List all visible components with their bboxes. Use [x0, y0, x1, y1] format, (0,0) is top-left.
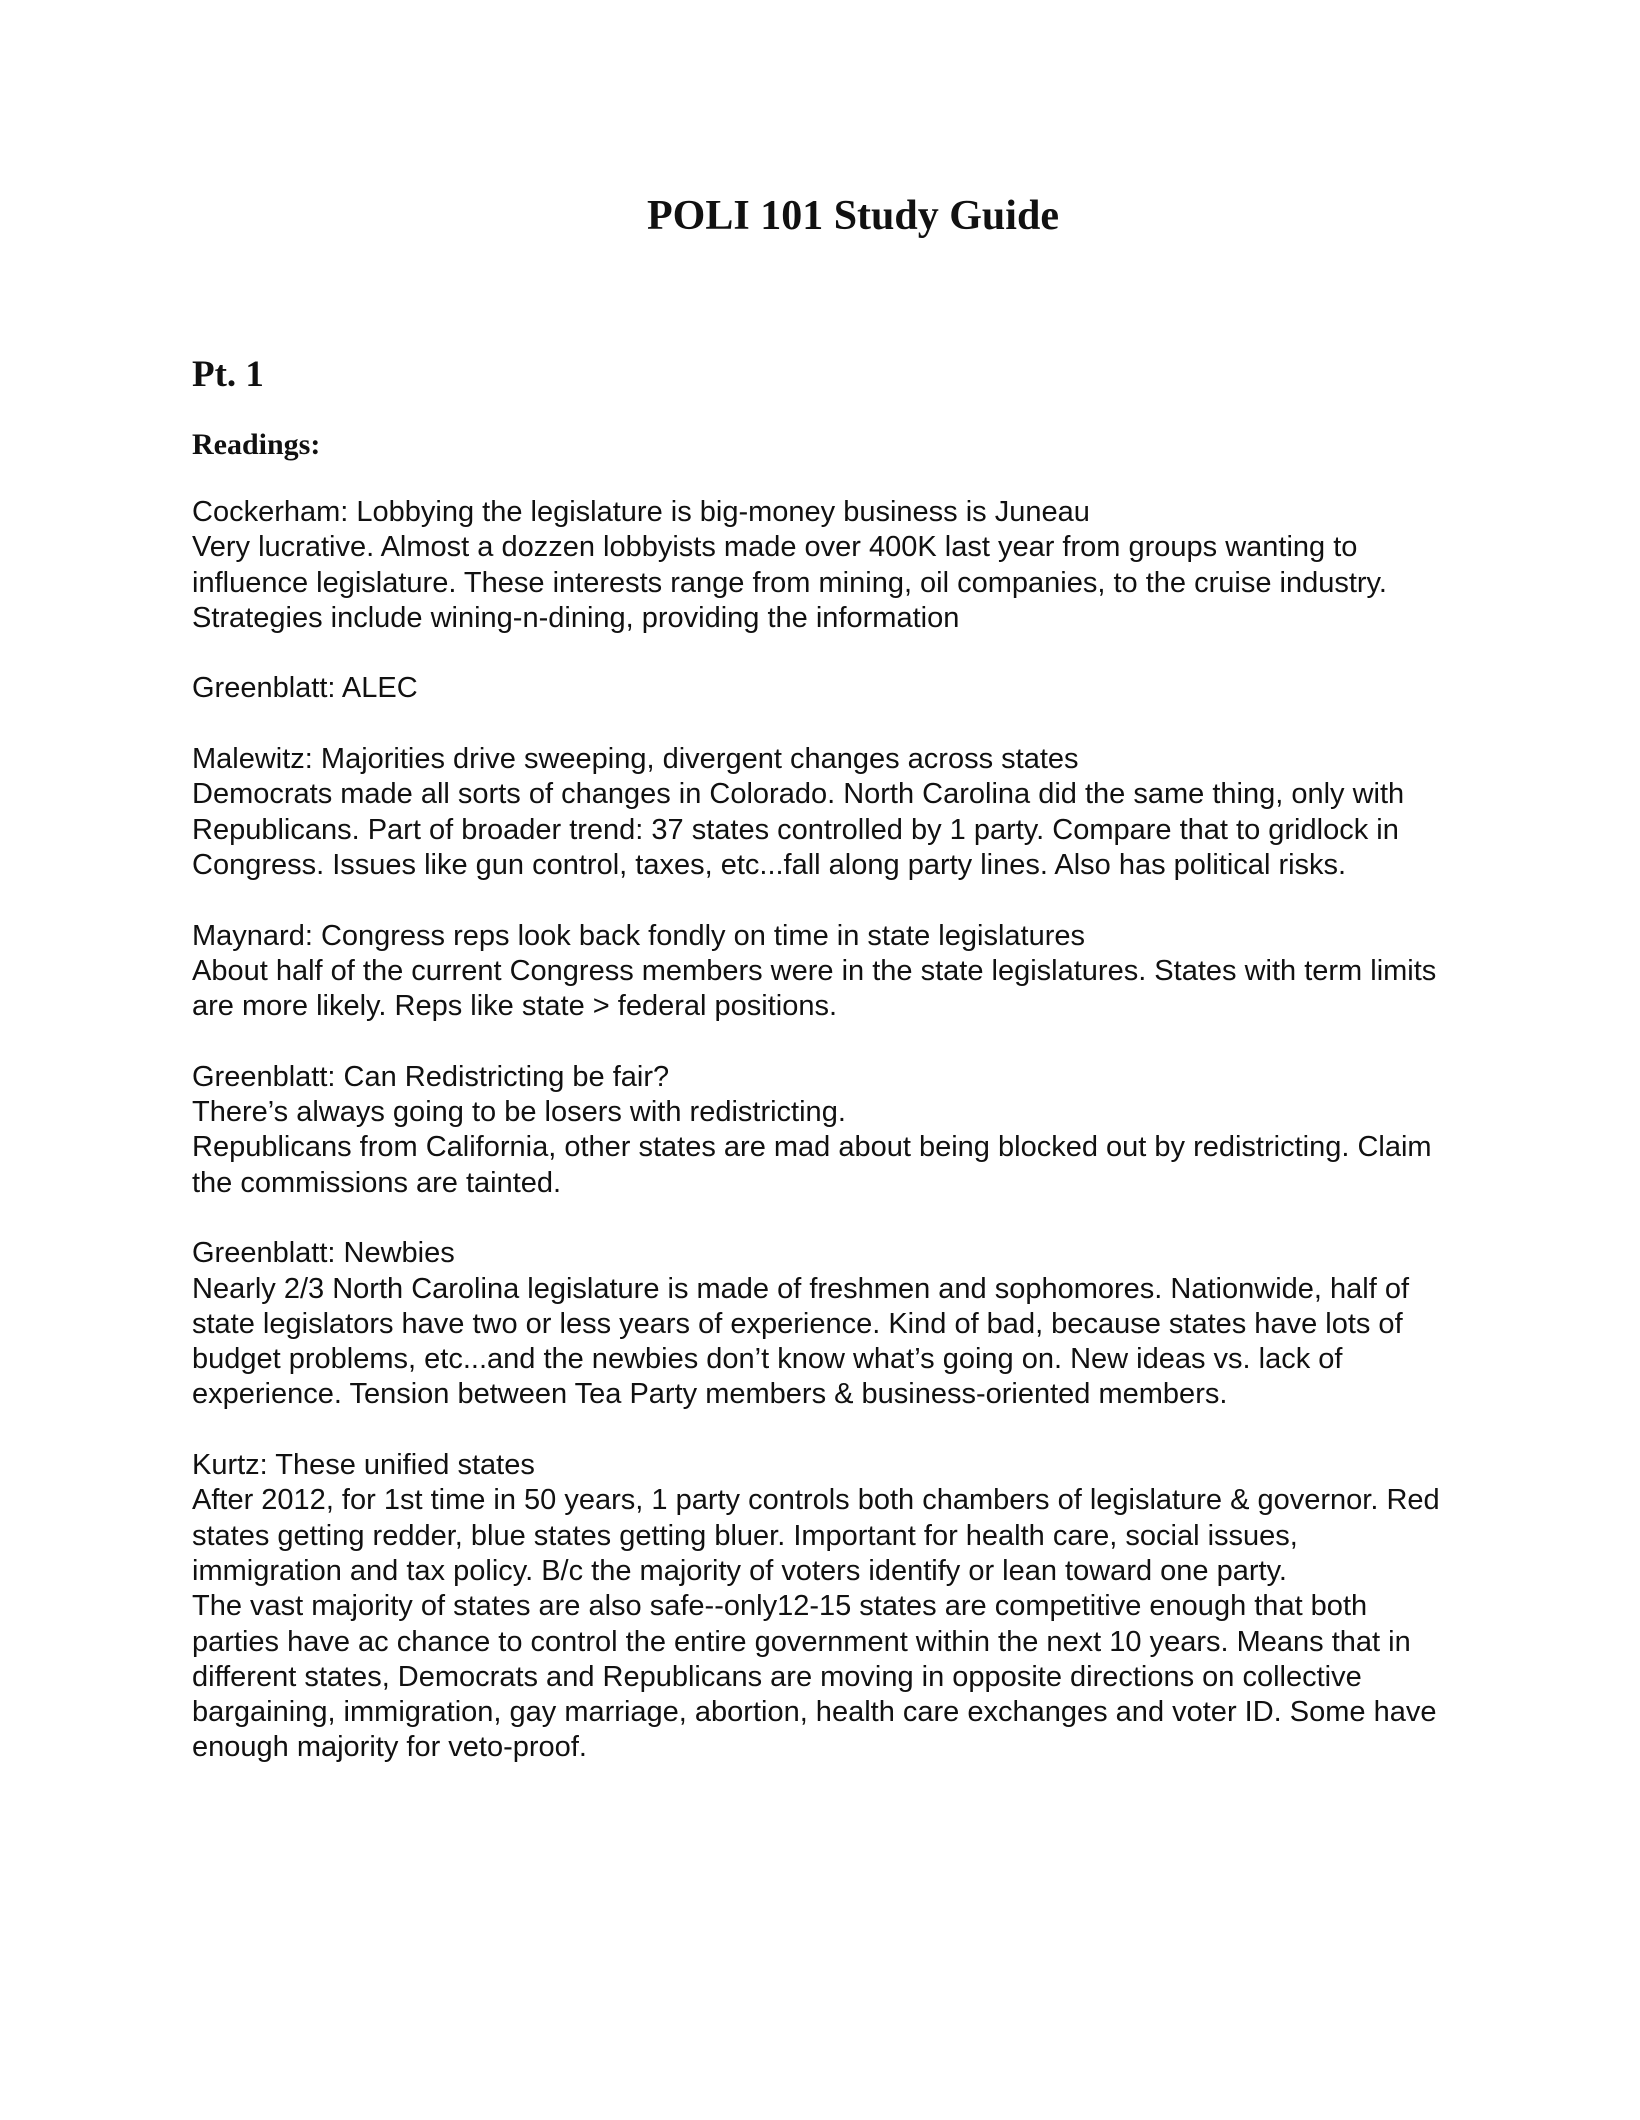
reading-entry [192, 742, 1452, 883]
reading-entry [192, 495, 1452, 636]
reading-title: Malewitz: Majorities drive sweeping, divergent changes across states [192, 743, 1079, 776]
document-title: POLI 101 Study Guide [647, 193, 1059, 239]
reading-summary-line: Nearly 2/3 North Carolina legislature is made of freshmen and sophomores. Nationwide, half of state legislators have two or less years of experience. Kind of bad, because states have lots of budget problems, etc...and the newbies don’t know what’s going on. New ideas vs. lack of experience. Tension between Tea Party members & business-oriented members. [192, 1272, 1410, 1411]
reading-entry [192, 1060, 1452, 1201]
reading-summary-line: There’s always going to be losers with redistricting. [192, 1096, 846, 1129]
section-heading: Pt. 1 [192, 354, 264, 395]
readings-heading: Readings: [192, 428, 321, 461]
readings-list [192, 495, 1452, 1801]
reading-summary-line: Democrats made all sorts of changes in Colorado. North Carolina did the same thing, only with Republicans. Part of broader trend: 37 states controlled by 1 party. Compare that to gridlock in Congress. Issues like gun control, taxes, etc...fall along party lines. Also has political risks. [192, 778, 1405, 881]
reading-summary-line: The vast majority of states are also safe--only12-15 states are competitive enough that both parties have ac chance to control the entire government within the next 10 years. Means that in different states, Democrats and Republicans are moving in opposite directions on collective bargaining, immigration, gay marriage, abortion, health care exchanges and voter ID. Some have enough majority for veto-proof. [192, 1590, 1437, 1764]
reading-title: Cockerham: Lobbying the legislature is big-money business is Juneau [192, 496, 1090, 528]
reading-title: Greenblatt: Newbies [192, 1237, 455, 1270]
reading-entry [192, 1236, 1452, 1412]
reading-entry [192, 1448, 1452, 1766]
reading-entry [192, 919, 1452, 1025]
reading-summary-line: Strategies include wining-n-dining, providing the information [192, 601, 960, 634]
reading-title: Greenblatt: Can Redistricting be fair? [192, 1060, 670, 1093]
reading-summary-line: About half of the current Congress members were in the state legislatures. States with term limits are more likely. Reps like state > federal positions. [192, 954, 1437, 1023]
reading-summary-line: Very lucrative. Almost a dozzen lobbyists made over 400K last year from groups wanting to influence legislature. These interests range from mining, oil companies, to the cruise industry. [192, 531, 1387, 599]
reading-summary-line: Republicans from California, other states are mad about being blocked out by redistricting. Claim the commissions are tainted. [192, 1131, 1432, 1199]
reading-title: Greenblatt: ALEC [192, 672, 418, 705]
reading-title: Kurtz: These unified states [192, 1449, 535, 1482]
reading-title: Maynard: Congress reps look back fondly on time in state legislatures [192, 919, 1085, 952]
reading-entry [192, 671, 1452, 706]
reading-summary-line: After 2012, for 1st time in 50 years, 1 party controls both chambers of legislature & governor. Red states getting redder, blue states getting bluer. Important for health care, social issues, immigration and tax policy. B/c the majority of voters identify or lean toward one party. [192, 1484, 1440, 1587]
